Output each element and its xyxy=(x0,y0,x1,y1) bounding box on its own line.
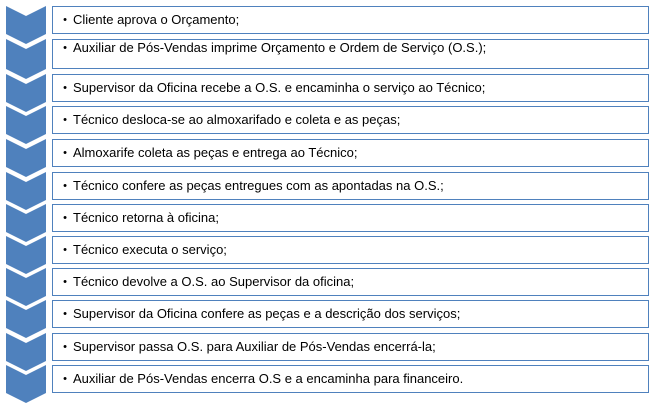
step-12 xyxy=(52,365,649,393)
step-5 xyxy=(52,139,649,167)
bullet-icon: • xyxy=(63,114,67,126)
step-7-text: Técnico retorna à oficina; xyxy=(73,211,219,225)
step-7 xyxy=(52,204,649,232)
step-11-text: Supervisor passa O.S. para Auxiliar de Pós-Vendas encerrá-la; xyxy=(73,340,436,354)
step-6-text: Técnico confere as peças entregues com as apontadas na O.S.; xyxy=(73,179,444,193)
bullet-icon: • xyxy=(63,147,67,159)
step-4-text: Técnico desloca-se ao almoxarifado e coleta e as peças; xyxy=(73,113,401,127)
chevron-11 xyxy=(6,333,46,371)
step-4 xyxy=(52,106,649,134)
step-8-text: Técnico executa o serviço; xyxy=(73,243,227,257)
chevron-2 xyxy=(6,39,46,79)
step-11 xyxy=(52,333,649,361)
step-1 xyxy=(52,6,649,34)
chevron-3 xyxy=(6,74,46,112)
step-2-text: Auxiliar de Pós-Vendas imprime Orçamento e Ordem de Serviço (O.S.); xyxy=(73,40,487,55)
bullet-icon: • xyxy=(63,373,67,385)
step-9-text: Técnico devolve a O.S. ao Supervisor da oficina; xyxy=(73,275,355,289)
step-8 xyxy=(52,236,649,264)
step-3 xyxy=(52,74,649,102)
step-9 xyxy=(52,268,649,296)
bullet-icon: • xyxy=(63,14,67,26)
step-12-text: Auxiliar de Pós-Vendas encerra O.S e a encaminha para financeiro. xyxy=(73,372,464,386)
bullet-icon: • xyxy=(63,180,67,192)
bullet-icon: • xyxy=(63,308,67,320)
bullet-icon: • xyxy=(63,276,67,288)
chevron-1 xyxy=(6,6,46,44)
step-2 xyxy=(52,39,649,69)
bullet-icon: • xyxy=(63,341,67,353)
step-5-text: Almoxarife coleta as peças e entrega ao Técnico; xyxy=(73,146,358,160)
step-3-text: Supervisor da Oficina recebe a O.S. e encaminha o serviço ao Técnico; xyxy=(73,81,486,95)
bullet-icon: • xyxy=(63,42,67,54)
step-1-text: Cliente aprova o Orçamento; xyxy=(73,13,240,27)
bullet-icon: • xyxy=(63,212,67,224)
step-10-text: Supervisor da Oficina confere as peças e a descrição dos serviços; xyxy=(73,307,461,321)
bullet-icon: • xyxy=(63,244,67,256)
chevron-5 xyxy=(6,139,46,177)
step-6 xyxy=(52,172,649,200)
step-10 xyxy=(52,300,649,328)
chevron-6 xyxy=(6,172,46,210)
bullet-icon: • xyxy=(63,82,67,94)
